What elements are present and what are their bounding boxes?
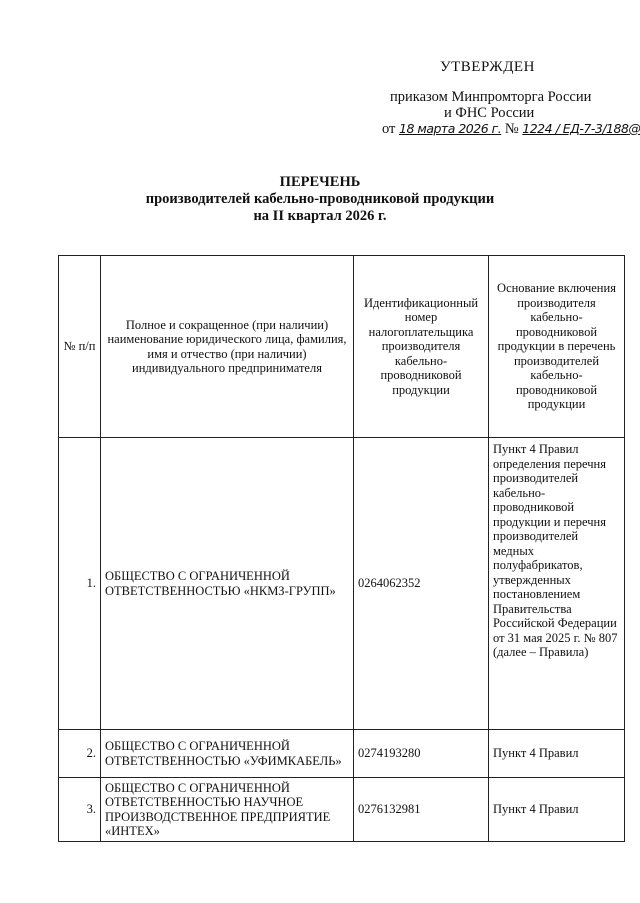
table-row xyxy=(59,778,625,842)
row-number: 1. xyxy=(59,438,101,730)
row-number: 3. xyxy=(59,778,101,842)
table-row xyxy=(59,730,625,778)
row-number: 2. xyxy=(59,730,101,778)
table-row xyxy=(59,438,625,730)
inclusion-basis: Пункт 4 Правил xyxy=(489,778,625,842)
header-inn: Идентификационный номер налогоплательщика производителя кабельно-проводниковой продукции xyxy=(354,256,489,438)
order-date-number xyxy=(382,120,640,138)
company-inn: 0274193280 xyxy=(354,730,489,778)
order-line-2: и ФНС России xyxy=(444,105,535,121)
header-basis: Основание включения производителя кабельно-проводниковой продукции в перечень производителей кабельно-проводниковой продукции xyxy=(489,256,625,438)
document-period: на II квартал 2026 г. xyxy=(253,208,387,224)
company-name: ОБЩЕСТВО С ОГРАНИЧЕННОЙ ОТВЕТСТВЕННОСТЬЮ НАУЧНОЕ ПРОИЗВОДСТВЕННОЕ ПРЕДПРИЯТИЕ «ИНТЕХ» xyxy=(101,778,354,842)
inclusion-basis: Пункт 4 Правил xyxy=(489,730,625,778)
header-number: № п/п xyxy=(59,256,101,438)
table-header-row xyxy=(59,256,625,438)
header-name: Полное и сокращенное (при наличии) наименование юридического лица, фамилия, имя и отчество (при наличии) индивидуального предпринимателя xyxy=(101,256,354,438)
company-name: ОБЩЕСТВО С ОГРАНИЧЕННОЙ ОТВЕТСТВЕННОСТЬЮ «НКМЗ-ГРУПП» xyxy=(101,438,354,730)
number-sign: № xyxy=(504,121,519,137)
inclusion-basis: Пункт 4 Правил определения перечня производителей кабельно-проводниковой продукции и перечня производителей медных полуфабрикатов, утвержденных постановлением Правительства Российской Федерации от 31 мая 2025 г. № 807 (далее – Правила) xyxy=(489,438,625,730)
producers-table xyxy=(58,255,625,842)
approved-heading: УТВЕРЖДЕН xyxy=(440,59,535,75)
order-line-1: приказом Минпромторга России xyxy=(390,89,592,105)
document-subtitle: производителей кабельно-проводниковой продукции xyxy=(145,191,495,207)
date-prefix: от xyxy=(382,121,396,137)
document-title: ПЕРЕЧЕНЬ xyxy=(279,174,361,190)
handwritten-date: 18 марта 2026 г. xyxy=(399,121,502,136)
company-inn: 0276132981 xyxy=(354,778,489,842)
company-inn: 0264062352 xyxy=(354,438,489,730)
company-name: ОБЩЕСТВО С ОГРАНИЧЕННОЙ ОТВЕТСТВЕННОСТЬЮ «УФИМКАБЕЛЬ» xyxy=(101,730,354,778)
handwritten-number: 1224 / ЕД-7-3/188@ xyxy=(522,121,640,136)
